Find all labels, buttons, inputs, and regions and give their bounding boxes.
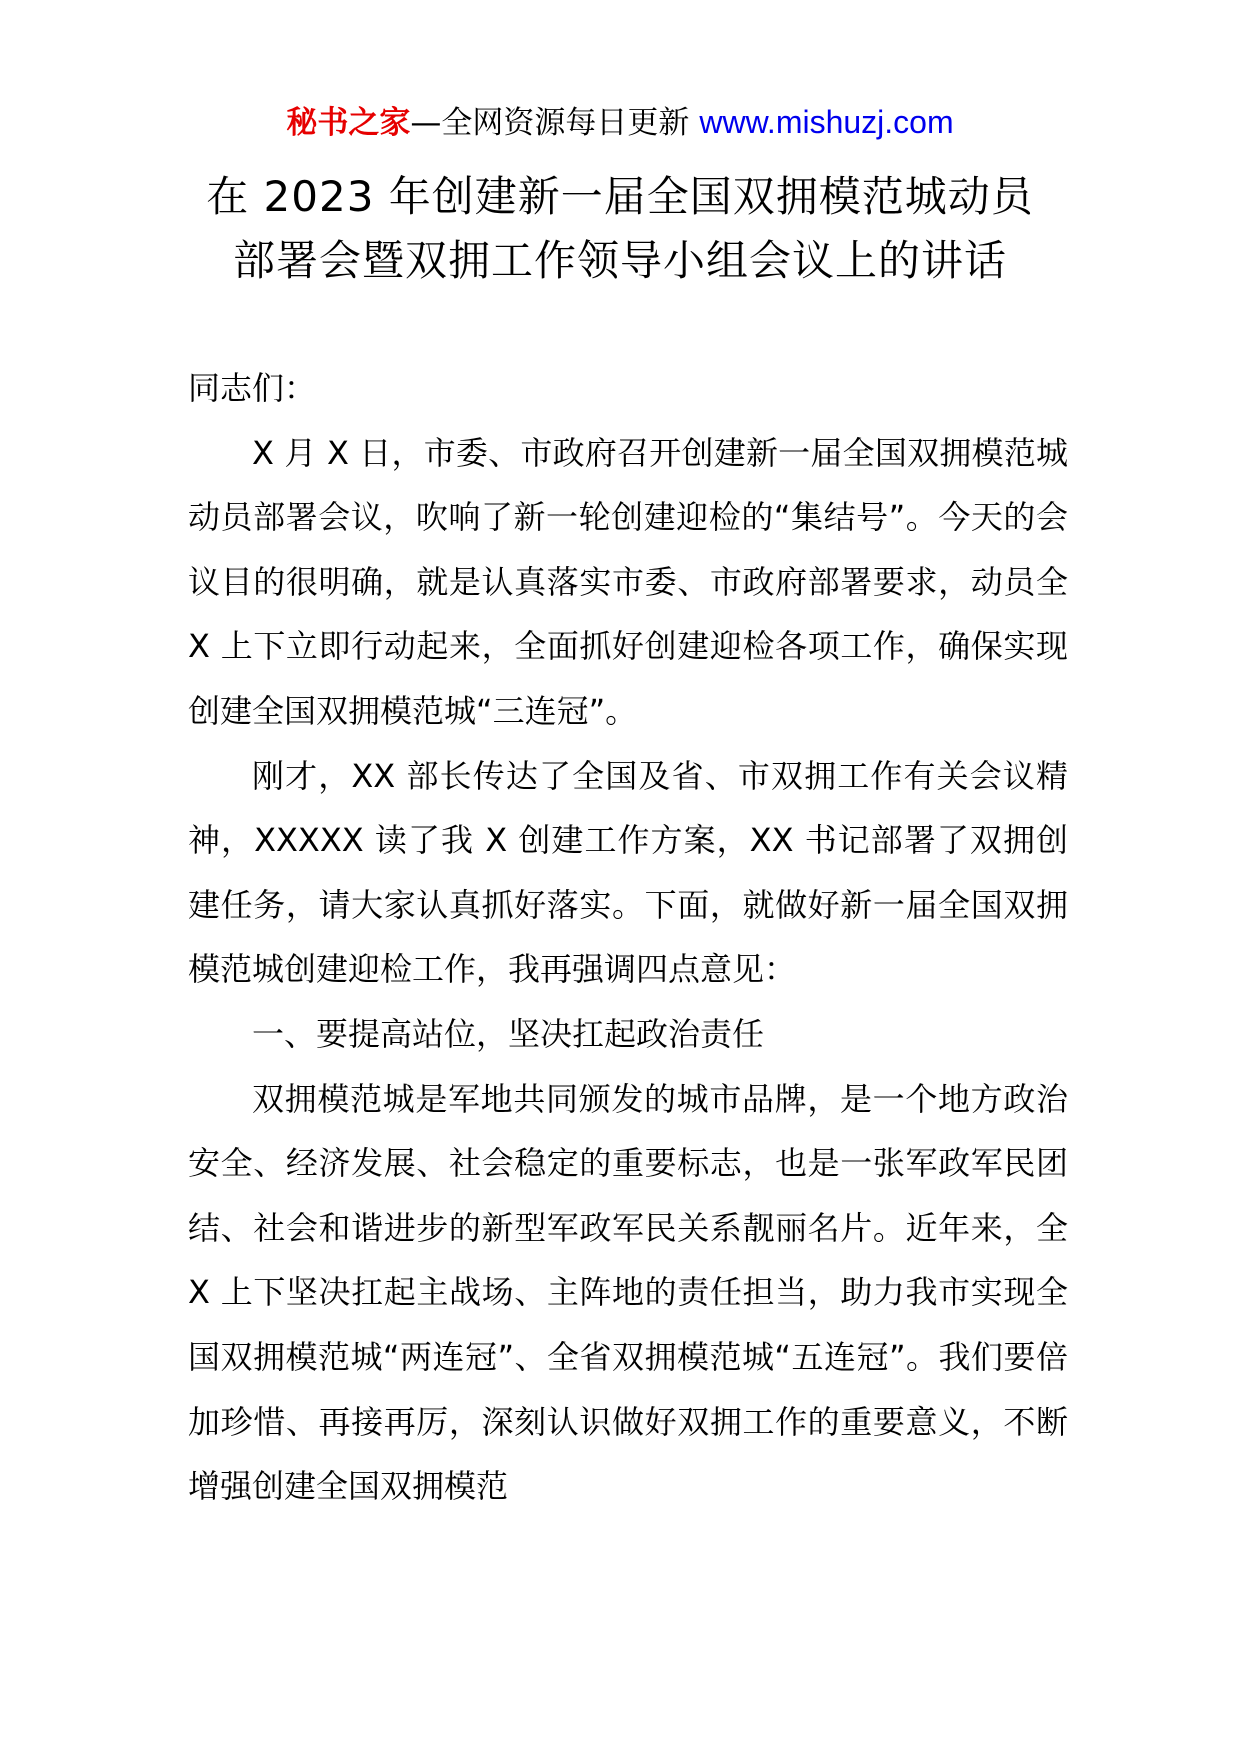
site-url-link[interactable]: www.mishuzj.com (699, 104, 954, 140)
paragraph-1: X 月 X 日，市委、市政府召开创建新一届全国双拥模范城动员部署会议，吹响了新一轮创建迎检的“集结号”。今天的会议目的很明确，就是认真落实市委、市政府部署要求，动员全 X 上下立即行动起来，全面抓好创建迎检各项工作，确保实现创建全国双拥模范城“三连冠”。 (188, 433, 1068, 730)
section-1-paragraph: 双拥模范城是军地共同颁发的城市品牌，是一个地方政治安全、经济发展、社会稳定的重要标志，也是一张军政军民团结、社会和谐进步的新型军政军民关系靓丽名片。近年来，全 X 上下坚决扛起主战场、主阵地的责任担当，助力我市实现全国双拥模范城“两连冠”、全省双拥模范城“五连冠”。我们要倍加珍惜、再接再厉，深刻认识做好双拥工作的重要意义，不断增强创建全国双拥模范 (188, 1079, 1068, 1506)
document-body (188, 356, 1068, 1519)
title-line-2: 部署会暨双拥工作领导小组会议上的讲话 (232, 236, 1007, 285)
document-title (120, 165, 1120, 293)
salutation: 同志们： (188, 369, 317, 407)
header-slogan: —全网资源每日更新 (410, 105, 690, 141)
section-heading-1: 一、要提高站位，坚决扛起政治责任 (252, 1014, 765, 1053)
title-line-1: 在 2023 年创建新一届全国双拥模范城动员 (206, 172, 1034, 221)
brand-name: 秘书之家 (286, 105, 411, 141)
site-header (0, 100, 1240, 145)
paragraph-2: 刚才，XX 部长传达了全国及省、市双拥工作有关会议精神，XXXXX 读了我 X 创建工作方案，XX 书记部署了双拥创建任务，请大家认真抓好落实。下面，就做好新一届全国双拥模范城创建迎检工作，我再强调四点意见： (188, 756, 1068, 989)
